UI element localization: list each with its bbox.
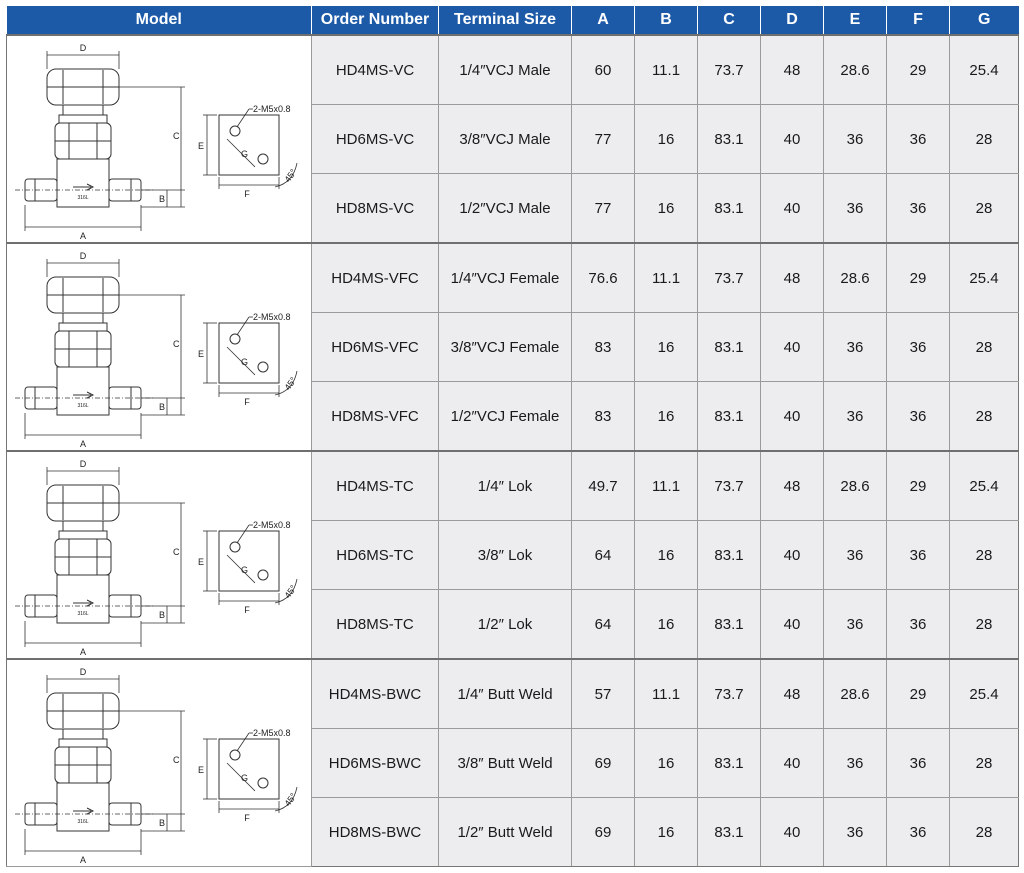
header-row: [7, 6, 1019, 35]
dim-b-cell: 16: [635, 174, 698, 244]
dim-a-cell: 64: [572, 521, 635, 590]
drawing-label-e: E: [198, 764, 205, 775]
drawing-label-a: A: [79, 230, 87, 241]
drawing-label-f: F: [244, 604, 250, 615]
drawing-label-d: D: [79, 666, 87, 677]
drawing-label-hole: 2-M5x0.8: [253, 311, 291, 322]
dim-d-cell: 40: [761, 729, 824, 798]
drawing-label-hole: 2-M5x0.8: [253, 519, 291, 530]
drawing-label-a: A: [79, 646, 87, 657]
dim-g-cell: 28: [950, 590, 1019, 660]
dim-b-cell: 16: [635, 382, 698, 452]
dim-a-cell: 77: [572, 174, 635, 244]
dim-c-cell: 73.7: [698, 659, 761, 729]
dim-f-cell: 36: [887, 729, 950, 798]
dim-b-cell: 16: [635, 521, 698, 590]
drawing-label-a: A: [79, 438, 87, 449]
dim-a-cell: 83: [572, 313, 635, 382]
model-drawing-cell: [7, 451, 312, 659]
dim-b-cell: 16: [635, 798, 698, 867]
header-g: G: [950, 6, 1019, 35]
dim-g-cell: 28: [950, 313, 1019, 382]
drawing-label-e: E: [198, 348, 205, 359]
dim-a-cell: 69: [572, 729, 635, 798]
terminal-size-cell: 1/4″VCJ Male: [439, 35, 572, 105]
drawing-label-material: 316L: [77, 818, 89, 825]
dim-g-cell: 28: [950, 521, 1019, 590]
terminal-size-cell: 1/4″VCJ Female: [439, 243, 572, 313]
header-terminal-size: Terminal Size: [439, 6, 572, 35]
dim-a-cell: 49.7: [572, 451, 635, 521]
dim-d-cell: 40: [761, 313, 824, 382]
dim-e-cell: 36: [824, 174, 887, 244]
dim-e-cell: 28.6: [824, 659, 887, 729]
dim-b-cell: 16: [635, 729, 698, 798]
table-row: [7, 659, 1019, 729]
dim-c-cell: 83.1: [698, 521, 761, 590]
dim-g-cell: 28: [950, 174, 1019, 244]
header-order-number: Order Number: [312, 6, 439, 35]
order-number-cell: HD4MS-VC: [312, 35, 439, 105]
dim-g-cell: 28: [950, 382, 1019, 452]
table-row: [7, 243, 1019, 313]
dim-g-cell: 25.4: [950, 659, 1019, 729]
header-model: Model: [7, 6, 312, 35]
order-number-cell: HD8MS-BWC: [312, 798, 439, 867]
dim-b-cell: 16: [635, 105, 698, 174]
dim-g-cell: 25.4: [950, 243, 1019, 313]
order-number-cell: HD4MS-BWC: [312, 659, 439, 729]
drawing-label-material: 316L: [77, 610, 89, 617]
drawing-label-b: B: [159, 401, 166, 412]
dim-e-cell: 36: [824, 105, 887, 174]
drawing-label-angle: 45°: [282, 790, 299, 808]
drawing-label-c: C: [173, 130, 180, 141]
terminal-size-cell: 3/8″VCJ Female: [439, 313, 572, 382]
valve-dimension-drawing: [7, 453, 311, 658]
valve-dimension-drawing: [7, 661, 311, 866]
dim-g-cell: 28: [950, 105, 1019, 174]
order-number-cell: HD6MS-VC: [312, 105, 439, 174]
order-number-cell: HD8MS-VC: [312, 174, 439, 244]
drawing-label-c: C: [173, 754, 180, 765]
table-row: [7, 35, 1019, 105]
dim-c-cell: 83.1: [698, 798, 761, 867]
dim-e-cell: 28.6: [824, 35, 887, 105]
drawing-label-g: G: [241, 356, 249, 367]
dim-a-cell: 77: [572, 105, 635, 174]
drawing-label-material: 316L: [77, 402, 89, 409]
terminal-size-cell: 3/8″ Lok: [439, 521, 572, 590]
dim-d-cell: 40: [761, 590, 824, 660]
drawing-label-c: C: [173, 546, 180, 557]
terminal-size-cell: 1/2″ Butt Weld: [439, 798, 572, 867]
drawing-label-b: B: [159, 817, 166, 828]
dim-g-cell: 25.4: [950, 451, 1019, 521]
order-number-cell: HD4MS-VFC: [312, 243, 439, 313]
drawing-label-angle: 45°: [282, 166, 299, 184]
order-number-cell: HD6MS-TC: [312, 521, 439, 590]
order-number-cell: HD4MS-TC: [312, 451, 439, 521]
dim-b-cell: 11.1: [635, 35, 698, 105]
dim-d-cell: 40: [761, 521, 824, 590]
drawing-label-g: G: [241, 564, 249, 575]
dim-e-cell: 28.6: [824, 243, 887, 313]
model-drawing-cell: [7, 35, 312, 243]
dim-c-cell: 83.1: [698, 313, 761, 382]
dim-f-cell: 36: [887, 521, 950, 590]
drawing-label-f: F: [244, 812, 250, 823]
terminal-size-cell: 1/2″ Lok: [439, 590, 572, 660]
drawing-label-d: D: [79, 458, 87, 469]
dim-a-cell: 83: [572, 382, 635, 452]
dim-f-cell: 29: [887, 451, 950, 521]
dim-d-cell: 48: [761, 35, 824, 105]
dim-e-cell: 36: [824, 521, 887, 590]
dim-f-cell: 36: [887, 382, 950, 452]
order-number-cell: HD6MS-BWC: [312, 729, 439, 798]
drawing-label-e: E: [198, 556, 205, 567]
dim-b-cell: 11.1: [635, 451, 698, 521]
dim-f-cell: 29: [887, 35, 950, 105]
terminal-size-cell: 3/8″VCJ Male: [439, 105, 572, 174]
drawing-label-g: G: [241, 772, 249, 783]
dim-f-cell: 29: [887, 243, 950, 313]
dim-d-cell: 48: [761, 659, 824, 729]
drawing-label-hole: 2-M5x0.8: [253, 727, 291, 738]
dim-g-cell: 28: [950, 798, 1019, 867]
dim-b-cell: 11.1: [635, 659, 698, 729]
valve-dimension-drawing: [7, 245, 311, 450]
drawing-label-f: F: [244, 188, 250, 199]
dim-a-cell: 60: [572, 35, 635, 105]
dim-f-cell: 36: [887, 174, 950, 244]
valve-dimension-drawing: [7, 37, 311, 242]
dim-c-cell: 73.7: [698, 35, 761, 105]
dim-b-cell: 16: [635, 313, 698, 382]
dim-d-cell: 48: [761, 243, 824, 313]
dim-f-cell: 36: [887, 798, 950, 867]
dim-e-cell: 36: [824, 729, 887, 798]
dim-c-cell: 83.1: [698, 174, 761, 244]
drawing-label-material: 316L: [77, 194, 89, 201]
dim-f-cell: 36: [887, 105, 950, 174]
dim-d-cell: 40: [761, 798, 824, 867]
dim-a-cell: 57: [572, 659, 635, 729]
order-number-cell: HD8MS-VFC: [312, 382, 439, 452]
drawing-label-b: B: [159, 609, 166, 620]
dim-e-cell: 36: [824, 382, 887, 452]
dim-f-cell: 29: [887, 659, 950, 729]
terminal-size-cell: 1/4″ Lok: [439, 451, 572, 521]
terminal-size-cell: 1/2″VCJ Male: [439, 174, 572, 244]
drawing-label-angle: 45°: [282, 582, 299, 600]
model-drawing-cell: [7, 659, 312, 867]
dim-e-cell: 28.6: [824, 451, 887, 521]
drawing-label-d: D: [79, 42, 87, 53]
dim-a-cell: 76.6: [572, 243, 635, 313]
dim-a-cell: 64: [572, 590, 635, 660]
dim-d-cell: 40: [761, 174, 824, 244]
header-c: C: [698, 6, 761, 35]
dim-c-cell: 83.1: [698, 105, 761, 174]
drawing-label-b: B: [159, 193, 166, 204]
drawing-label-c: C: [173, 338, 180, 349]
dim-f-cell: 36: [887, 590, 950, 660]
dim-g-cell: 25.4: [950, 35, 1019, 105]
dim-b-cell: 11.1: [635, 243, 698, 313]
header-b: B: [635, 6, 698, 35]
drawing-label-d: D: [79, 250, 87, 261]
drawing-label-a: A: [79, 854, 87, 865]
header-a: A: [572, 6, 635, 35]
order-number-cell: HD6MS-VFC: [312, 313, 439, 382]
dim-b-cell: 16: [635, 590, 698, 660]
dim-a-cell: 69: [572, 798, 635, 867]
model-drawing-cell: [7, 243, 312, 451]
dim-d-cell: 40: [761, 382, 824, 452]
table-row: [7, 451, 1019, 521]
dim-c-cell: 83.1: [698, 729, 761, 798]
dim-c-cell: 73.7: [698, 451, 761, 521]
dim-g-cell: 28: [950, 729, 1019, 798]
dim-e-cell: 36: [824, 590, 887, 660]
valve-dimension-table: [6, 6, 1019, 867]
order-number-cell: HD8MS-TC: [312, 590, 439, 660]
drawing-label-e: E: [198, 140, 205, 151]
dim-f-cell: 36: [887, 313, 950, 382]
drawing-label-g: G: [241, 148, 249, 159]
dim-d-cell: 48: [761, 451, 824, 521]
terminal-size-cell: 1/2″VCJ Female: [439, 382, 572, 452]
dim-d-cell: 40: [761, 105, 824, 174]
header-e: E: [824, 6, 887, 35]
dim-c-cell: 83.1: [698, 590, 761, 660]
dim-c-cell: 73.7: [698, 243, 761, 313]
dim-e-cell: 36: [824, 798, 887, 867]
terminal-size-cell: 1/4″ Butt Weld: [439, 659, 572, 729]
dim-e-cell: 36: [824, 313, 887, 382]
dim-c-cell: 83.1: [698, 382, 761, 452]
terminal-size-cell: 3/8″ Butt Weld: [439, 729, 572, 798]
header-f: F: [887, 6, 950, 35]
drawing-label-hole: 2-M5x0.8: [253, 103, 291, 114]
header-d: D: [761, 6, 824, 35]
drawing-label-f: F: [244, 396, 250, 407]
drawing-label-angle: 45°: [282, 374, 299, 392]
